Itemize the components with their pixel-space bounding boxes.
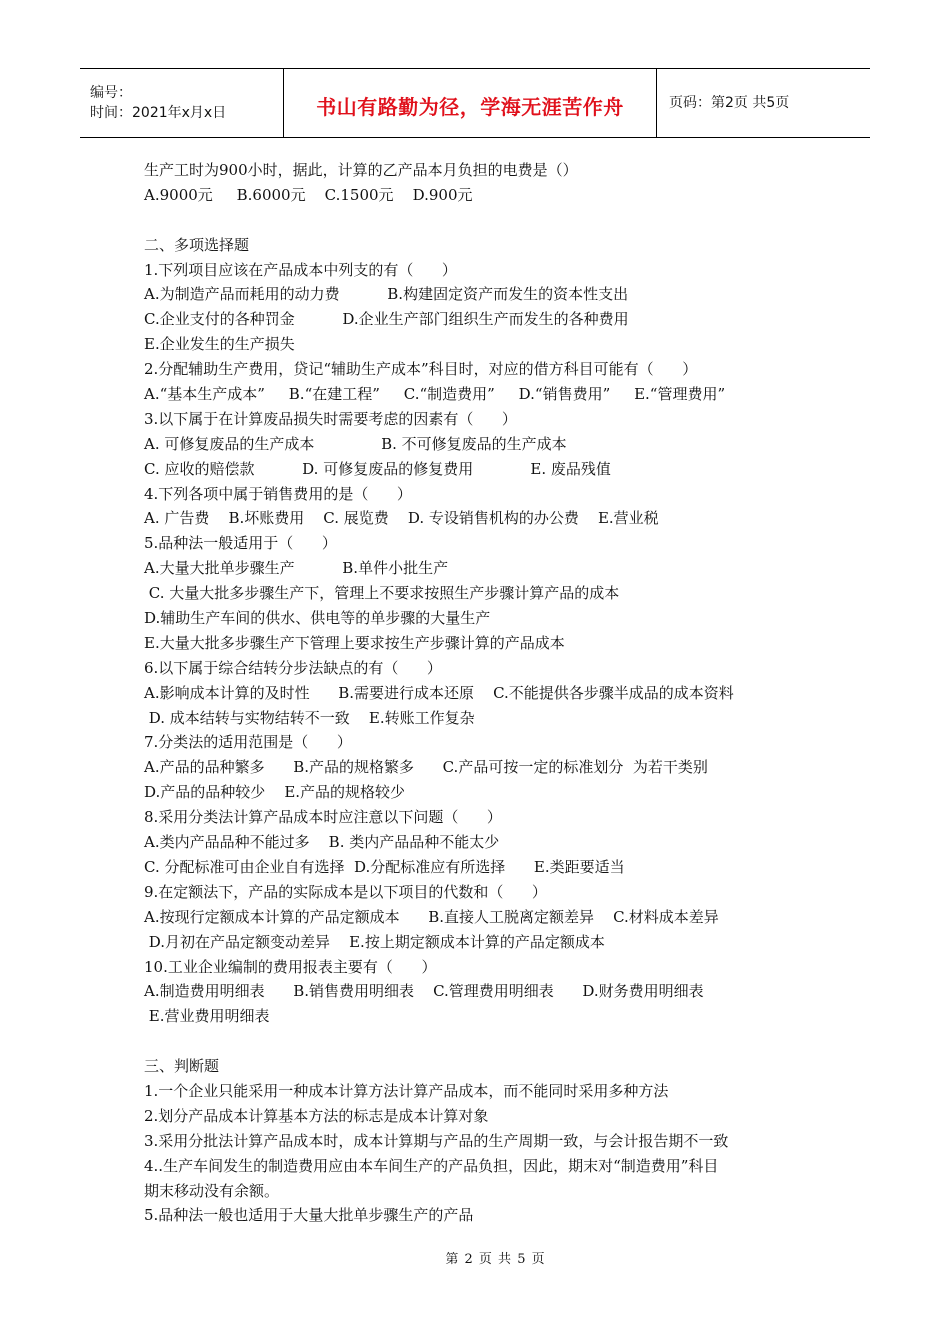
text-line: 3.采用分批法计算产品成本时，成本计算期与产品的生产周期一致，与会计报告期不一致 [144, 1131, 729, 1150]
text-line: 7.分类法的适用范围是（ ） [144, 733, 352, 752]
page-footer: 第 2 页 共 5 页 [445, 1252, 545, 1267]
text-line: A.产品的品种繁多 B.产品的规格繁多 C.产品可按一定的标准划分 为若干类别 [144, 758, 708, 777]
text-line: 5.品种法一般适用于（ ） [144, 534, 337, 553]
text-line: E.营业费用明细表 [144, 1007, 270, 1026]
text-line: D.月初在产品定额变动差异 E.按上期定额成本计算的产品定额成本 [144, 932, 605, 951]
section-title: 三、判断题 [144, 1057, 220, 1076]
text-line: A.按现行定额成本计算的产品定额成本 B.直接人工脱离定额差异 C.材料成本差异 [144, 907, 719, 926]
text-line: C. 分配标准可由企业自有选择 D.分配标准应有所选择 E.类距要适当 [144, 857, 625, 876]
text-line: 1.一个企业只能采用一种成本计算方法计算产品成本，而不能同时采用多种方法 [144, 1081, 669, 1100]
text-line: 生产工时为900小时，据此，计算的乙产品本月负担的电费是（） [144, 161, 578, 179]
text-line: A. 可修复废品的生产成本 B. 不可修复废品的生产成本 [144, 434, 567, 453]
text-line: C.企业支付的各种罚金 D.企业生产部门组织生产而发生的各种费用 [144, 310, 629, 329]
serial-label: 编号： [90, 85, 132, 101]
text-line: 3.以下属于在计算废品损失时需要考虑的因素有（ ） [144, 409, 517, 428]
text-line: A. 广告费 B.坏账费用 C. 展览费 D. 专设销售机构的办公费 E.营业税 [144, 509, 659, 528]
time-label: 时间：2021年x月x日 [90, 105, 227, 121]
header-motto-cell [284, 69, 657, 137]
text-line: A.制造费用明细表 B.销售费用明细表 C.管理费用明细表 D.财务费用明细表 [144, 982, 704, 1001]
text-line: A.“基本生产成本” B.“在建工程” C.“制造费用” D.“销售费用” E.“管理费用” [144, 385, 726, 404]
text-line: 2.分配辅助生产费用，贷记“辅助生产成本”科目时，对应的借方科目可能有（ ） [144, 360, 698, 379]
header-page-cell [657, 69, 870, 137]
text-line: 4..生产车间发生的制造费用应由本车间生产的产品负担，因此，期末对“制造费用”科目 [144, 1156, 719, 1175]
text-line: 4.下列各项中属于销售费用的是（ ） [144, 484, 412, 503]
text-line: 9.在定额法下，产品的实际成本是以下项目的代数和（ ） [144, 882, 547, 901]
text-line: 6.以下属于综合结转分步法缺点的有（ ） [144, 658, 442, 677]
text-line: C. 大量大批多步骤生产下，管理上不要求按照生产步骤计算产品的成本 [144, 584, 620, 603]
page-info: 页码：第2页 共5页 [669, 95, 790, 111]
text-line: A.大量大批单步骤生产 B.单件小批生产 [144, 559, 449, 578]
section-title: 二、多项选择题 [144, 235, 250, 254]
text-line: D.产品的品种较少 E.产品的规格较少 [144, 783, 406, 802]
text-line: 1.下列项目应该在产品成本中列支的有（ ） [144, 260, 457, 279]
text-line: 10.工业企业编制的费用报表主要有（ ） [144, 957, 437, 976]
blank-line [144, 208, 834, 233]
document-body [144, 158, 834, 1228]
text-line: D.辅助生产车间的供水、供电等的单步骤的大量生产 [144, 609, 491, 628]
text-line: D. 成本结转与实物结转不一致 E.转账工作复杂 [144, 708, 475, 727]
text-line: 2.划分产品成本计算基本方法的标志是成本计算对象 [144, 1106, 489, 1125]
blank-line [144, 1029, 834, 1054]
text-line: 期末移动没有余额。 [144, 1181, 280, 1200]
text-line: A.9000元 B.6000元 C.1500元 D.900元 [144, 185, 473, 204]
text-line: 5.品种法一般也适用于大量大批单步骤生产的产品 [144, 1206, 474, 1225]
page-header [80, 68, 870, 138]
text-line: 8.采用分类法计算产品成本时应注意以下问题（ ） [144, 808, 502, 827]
text-line: E.大量大批多步骤生产下管理上要求按生产步骤计算的产品成本 [144, 633, 565, 652]
text-line: A.为制造产品而耗用的动力费 B.构建固定资产而发生的资本性支出 [144, 285, 629, 304]
text-line: A.影响成本计算的及时性 B.需要进行成本还原 C.不能提供各步骤半成品的成本资料 [144, 683, 734, 702]
header-meta-cell [80, 69, 284, 137]
text-line: A.类内产品品种不能过多 B. 类内产品品种不能太少 [144, 833, 500, 852]
text-line: C. 应收的赔偿款 D. 可修复废品的修复费用 E. 废品残值 [144, 459, 611, 478]
motto: 书山有路勤为径，学海无涯苦作舟 [316, 95, 624, 119]
text-line: E.企业发生的生产损失 [144, 335, 295, 354]
